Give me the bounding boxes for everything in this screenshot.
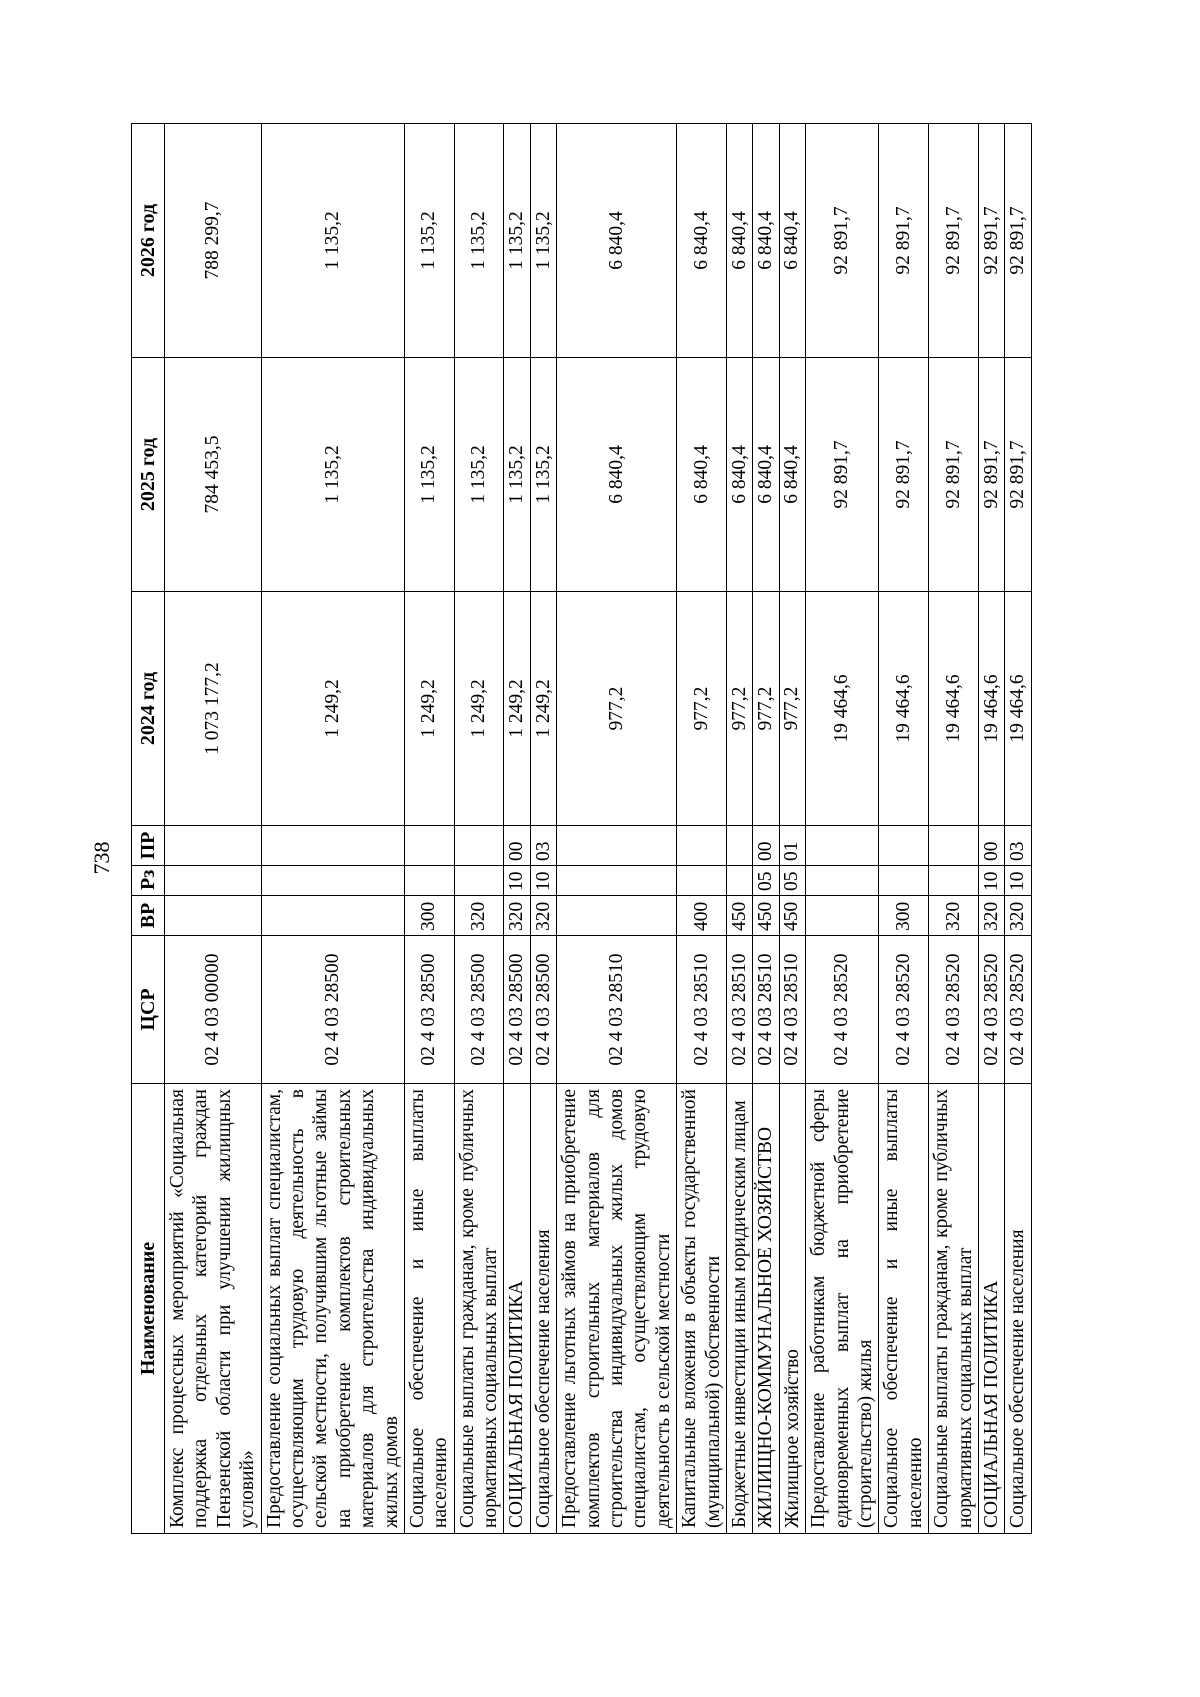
cell-y2026: 92 891,7 xyxy=(1005,124,1031,358)
header-rz: Рз xyxy=(132,866,165,896)
cell-pr xyxy=(261,826,404,866)
cell-y2025: 6 840,4 xyxy=(557,358,677,592)
cell-rz: 05 xyxy=(753,866,779,896)
table-row xyxy=(806,124,879,1534)
cell-rz xyxy=(404,866,454,896)
cell-y2025: 92 891,7 xyxy=(806,358,879,592)
cell-csr: 02 4 03 28510 xyxy=(753,936,779,1084)
cell-name: Социальные выплаты гражданам, кроме публичных нормативных социальных выплат xyxy=(454,1084,504,1534)
header-pr: ПР xyxy=(132,826,165,866)
cell-pr xyxy=(404,826,454,866)
cell-vr: 320 xyxy=(504,896,530,936)
cell-y2026: 6 840,4 xyxy=(779,124,805,358)
cell-vr: 300 xyxy=(404,896,454,936)
cell-y2026: 6 840,4 xyxy=(753,124,779,358)
cell-vr: 450 xyxy=(779,896,805,936)
cell-csr: 02 4 03 28500 xyxy=(261,936,404,1084)
cell-vr xyxy=(165,896,262,936)
table-row xyxy=(753,124,779,1534)
cell-rz: 05 xyxy=(779,866,805,896)
table-row xyxy=(929,124,979,1534)
table-row xyxy=(261,124,404,1534)
cell-y2026: 1 135,2 xyxy=(404,124,454,358)
cell-name: Комплекс процессных мероприятий «Социальная поддержка отдельных категорий граждан Пензенской области при улучшении жилищных условий» xyxy=(165,1084,262,1534)
cell-rz xyxy=(165,866,262,896)
cell-csr: 02 4 03 28510 xyxy=(779,936,805,1084)
cell-vr: 300 xyxy=(879,896,929,936)
page-number: 738 xyxy=(89,841,114,875)
cell-name: Предоставление социальных выплат специалистам, осуществляющим трудовую деятельность в сельской местности, получившим льготные займы на приобретение комплектов строительных материалов для строительства индивидуальных жилых домов xyxy=(261,1084,404,1534)
cell-csr: 02 4 03 28510 xyxy=(557,936,677,1084)
cell-rz xyxy=(261,866,404,896)
cell-vr: 400 xyxy=(677,896,727,936)
cell-y2024: 977,2 xyxy=(726,592,752,826)
table-row xyxy=(677,124,727,1534)
cell-y2024: 19 464,6 xyxy=(929,592,979,826)
cell-y2024: 977,2 xyxy=(557,592,677,826)
cell-pr xyxy=(806,826,879,866)
budget-table xyxy=(131,123,1032,1534)
cell-csr: 02 4 03 28520 xyxy=(929,936,979,1084)
cell-rz xyxy=(879,866,929,896)
table-row xyxy=(978,124,1004,1534)
cell-name: Социальное обеспечение населения xyxy=(530,1084,556,1534)
cell-y2025: 1 135,2 xyxy=(530,358,556,592)
cell-y2026: 6 840,4 xyxy=(557,124,677,358)
cell-name: Социальное обеспечение и иные выплаты населению xyxy=(404,1084,454,1534)
table-row xyxy=(530,124,556,1534)
cell-csr: 02 4 03 28500 xyxy=(504,936,530,1084)
cell-name: СОЦИАЛЬНАЯ ПОЛИТИКА xyxy=(978,1084,1004,1534)
table-row xyxy=(165,124,262,1534)
table-header-row xyxy=(132,124,165,1534)
cell-name: Социальное обеспечение и иные выплаты населению xyxy=(879,1084,929,1534)
cell-csr: 02 4 03 28500 xyxy=(530,936,556,1084)
cell-rz xyxy=(726,866,752,896)
cell-y2024: 977,2 xyxy=(779,592,805,826)
cell-vr xyxy=(806,896,879,936)
cell-vr: 320 xyxy=(530,896,556,936)
table-row xyxy=(879,124,929,1534)
cell-name: Бюджетные инвестиции иным юридическим лицам xyxy=(726,1084,752,1534)
header-vr: ВР xyxy=(132,896,165,936)
cell-y2024: 19 464,6 xyxy=(1005,592,1031,826)
cell-y2025: 1 135,2 xyxy=(454,358,504,592)
cell-pr: 00 xyxy=(978,826,1004,866)
table-row xyxy=(779,124,805,1534)
cell-pr xyxy=(677,826,727,866)
cell-rz xyxy=(557,866,677,896)
cell-y2025: 6 840,4 xyxy=(726,358,752,592)
cell-y2026: 6 840,4 xyxy=(677,124,727,358)
cell-y2025: 6 840,4 xyxy=(779,358,805,592)
table-row xyxy=(1005,124,1031,1534)
cell-rz: 10 xyxy=(504,866,530,896)
header-csr: ЦСР xyxy=(132,936,165,1084)
cell-vr: 450 xyxy=(726,896,752,936)
cell-y2025: 92 891,7 xyxy=(929,358,979,592)
cell-csr: 02 4 03 28520 xyxy=(879,936,929,1084)
cell-rz: 10 xyxy=(978,866,1004,896)
cell-y2025: 92 891,7 xyxy=(978,358,1004,592)
cell-y2025: 784 453,5 xyxy=(165,358,262,592)
table-row xyxy=(557,124,677,1534)
cell-pr xyxy=(454,826,504,866)
cell-y2026: 1 135,2 xyxy=(454,124,504,358)
cell-csr: 02 4 03 28500 xyxy=(404,936,454,1084)
cell-y2026: 1 135,2 xyxy=(261,124,404,358)
cell-y2024: 1 249,2 xyxy=(504,592,530,826)
cell-y2024: 977,2 xyxy=(677,592,727,826)
cell-csr: 02 4 03 28520 xyxy=(806,936,879,1084)
cell-y2026: 6 840,4 xyxy=(726,124,752,358)
cell-rz: 10 xyxy=(1005,866,1031,896)
cell-csr: 02 4 03 28510 xyxy=(677,936,727,1084)
cell-name: Предоставление работникам бюджетной сферы единовременных выплат на приобретение (строительство) жилья xyxy=(806,1084,879,1534)
cell-y2025: 92 891,7 xyxy=(1005,358,1031,592)
cell-y2026: 1 135,2 xyxy=(504,124,530,358)
cell-y2025: 1 135,2 xyxy=(261,358,404,592)
cell-y2024: 19 464,6 xyxy=(978,592,1004,826)
header-2026: 2026 год xyxy=(132,124,165,358)
table-row xyxy=(404,124,454,1534)
cell-y2025: 6 840,4 xyxy=(677,358,727,592)
cell-csr: 02 4 03 00000 xyxy=(165,936,262,1084)
cell-pr xyxy=(165,826,262,866)
cell-vr xyxy=(261,896,404,936)
cell-y2024: 1 073 177,2 xyxy=(165,592,262,826)
cell-y2025: 1 135,2 xyxy=(504,358,530,592)
cell-pr: 01 xyxy=(779,826,805,866)
table-row xyxy=(504,124,530,1534)
cell-pr xyxy=(726,826,752,866)
cell-y2024: 19 464,6 xyxy=(879,592,929,826)
cell-rz xyxy=(806,866,879,896)
cell-y2026: 92 891,7 xyxy=(879,124,929,358)
cell-rz xyxy=(677,866,727,896)
cell-name: Социальные выплаты гражданам, кроме публичных нормативных социальных выплат xyxy=(929,1084,979,1534)
cell-name: СОЦИАЛЬНАЯ ПОЛИТИКА xyxy=(504,1084,530,1534)
table-row xyxy=(726,124,752,1534)
cell-csr: 02 4 03 28510 xyxy=(726,936,752,1084)
cell-rz xyxy=(929,866,979,896)
cell-rz: 10 xyxy=(530,866,556,896)
cell-y2026: 92 891,7 xyxy=(978,124,1004,358)
cell-y2024: 19 464,6 xyxy=(806,592,879,826)
cell-name: Предоставление льготных займов на приобретение комплектов строительных материалов для строительства индивидуальных жилых домов специалистам, осуществляющим трудовую деятельность в сельской местности xyxy=(557,1084,677,1534)
cell-y2025: 6 840,4 xyxy=(753,358,779,592)
cell-pr: 00 xyxy=(504,826,530,866)
header-2024: 2024 год xyxy=(132,592,165,826)
cell-name: Капитальные вложения в объекты государственной (муниципальной) собственности xyxy=(677,1084,727,1534)
cell-pr: 03 xyxy=(1005,826,1031,866)
cell-vr: 320 xyxy=(929,896,979,936)
cell-y2025: 1 135,2 xyxy=(404,358,454,592)
cell-pr xyxy=(879,826,929,866)
cell-vr: 450 xyxy=(753,896,779,936)
cell-vr: 320 xyxy=(1005,896,1031,936)
cell-vr: 320 xyxy=(978,896,1004,936)
header-2025: 2025 год xyxy=(132,358,165,592)
cell-y2026: 788 299,7 xyxy=(165,124,262,358)
header-name: Наименование xyxy=(132,1084,165,1534)
cell-y2024: 1 249,2 xyxy=(404,592,454,826)
cell-pr xyxy=(557,826,677,866)
table-body xyxy=(165,124,1032,1534)
cell-name: ЖИЛИЩНО-КОММУНАЛЬНОЕ ХОЗЯЙСТВО xyxy=(753,1084,779,1534)
cell-name: Жилищное хозяйство xyxy=(779,1084,805,1534)
cell-y2026: 1 135,2 xyxy=(530,124,556,358)
table-row xyxy=(454,124,504,1534)
cell-y2025: 92 891,7 xyxy=(879,358,929,592)
cell-y2024: 1 249,2 xyxy=(530,592,556,826)
cell-name: Социальное обеспечение населения xyxy=(1005,1084,1031,1534)
cell-pr: 00 xyxy=(753,826,779,866)
cell-rz xyxy=(454,866,504,896)
cell-csr: 02 4 03 28520 xyxy=(1005,936,1031,1084)
cell-y2026: 92 891,7 xyxy=(929,124,979,358)
cell-csr: 02 4 03 28520 xyxy=(978,936,1004,1084)
cell-y2024: 977,2 xyxy=(753,592,779,826)
cell-y2024: 1 249,2 xyxy=(454,592,504,826)
rotated-table-wrapper xyxy=(131,124,1041,1534)
cell-vr: 320 xyxy=(454,896,504,936)
cell-csr: 02 4 03 28500 xyxy=(454,936,504,1084)
cell-y2026: 92 891,7 xyxy=(806,124,879,358)
cell-pr: 03 xyxy=(530,826,556,866)
cell-y2024: 1 249,2 xyxy=(261,592,404,826)
cell-pr xyxy=(929,826,979,866)
cell-vr xyxy=(557,896,677,936)
